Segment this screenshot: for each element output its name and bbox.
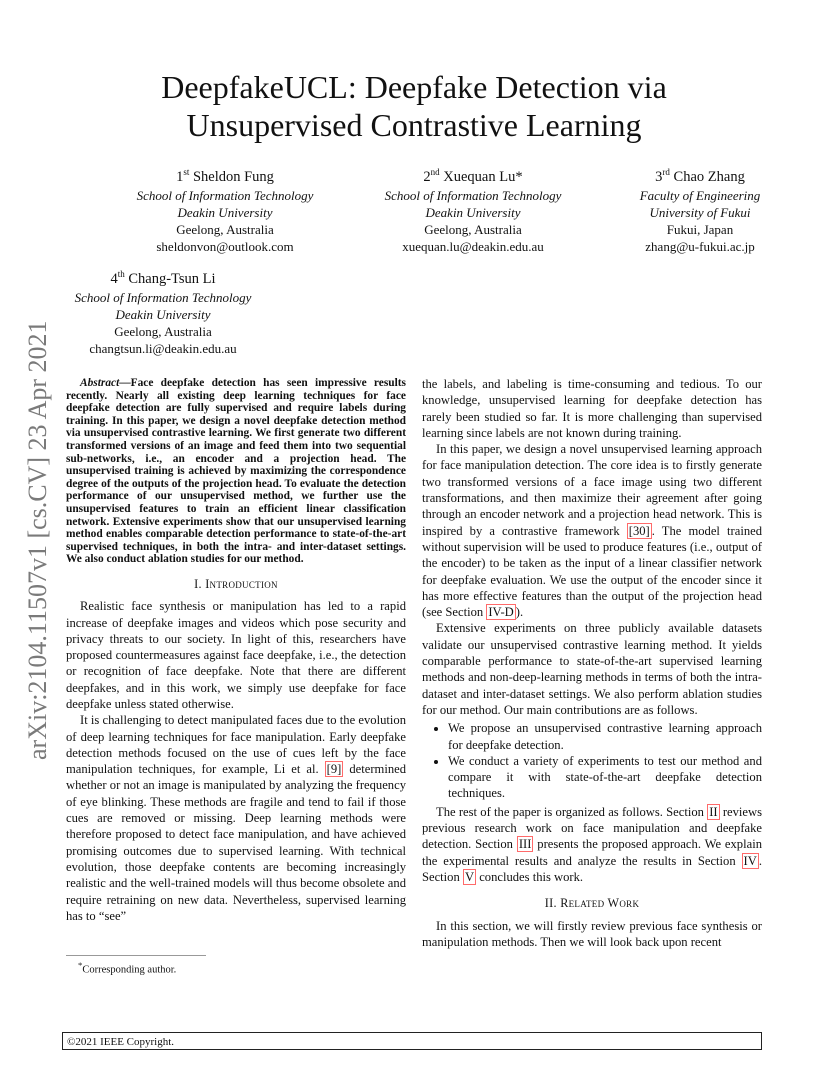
paper-title xyxy=(60,68,768,144)
paragraph-continued: the labels, and labeling is time-consuming and tedious. To our knowledge, unsupervised learning for deepfake detection has rarely been studied so far. It is more challenging than supervised learning since labels are not known during training. xyxy=(422,377,762,440)
section-heading-introduction: I. Introduction xyxy=(194,576,278,591)
abstract-text: —Face deepfake detection has seen impressive results recently. Nearly all existing deep learning techniques for face deepfake detection are fully supervised and require labels during training. In this paper, we design a novel deepfake detection method via unsupervised contrastive learning. We first generate two different transformed versions of an image and feed them into two sequential sub-networks, i.e., an encoder and a projection head. The unsupervised training is achieved by maximizing the correspondence degree of the outputs of the projection head. To evaluate the detection performance of our unsupervised method, we further use the unsupervised features to train an efficient linear classification network. Extensive experiments show that our unsupervised learning method enables comparable detection performance to state-of-the-art supervised techniques, in both the intra- and inter-dataset settings. We also conduct ablation studies for our method. xyxy=(66,377,406,566)
author-name: 1st Sheldon Fung xyxy=(176,167,274,185)
author-email: zhang@u-fukui.ac.jp xyxy=(645,238,755,254)
section-ref-link[interactable]: IV xyxy=(743,853,757,868)
paragraph-approach: In this paper, we design a novel unsupervised learning approach for face manipulation detection. The core idea is to firstly generate two transformed versions of a face image using two different transformations, and then maximize their agreement after going through an encoder network and a projection head network. This is inspired by a contrastive framework [30] . The model trained without supervision will be used to produce features (i.e., output of the encoder) to be taken as the input of a linear classifier network for deepfake evaluation. We use the output of the encoder since it has more effective features than the output of the projection head (see Section IV-D ). xyxy=(422,442,762,620)
author-block xyxy=(600,163,800,255)
section-ref-link[interactable]: II xyxy=(709,804,718,819)
author-location: Geelong, Australia xyxy=(114,323,212,339)
footnote-text: Corresponding author. xyxy=(82,964,177,976)
list-item: • We conduct a variety of experiments to test our method and compare it with state-of-the-art deepfake detection techniques. xyxy=(448,753,762,802)
citation-link[interactable]: [30] xyxy=(628,523,650,538)
author-block xyxy=(110,163,340,255)
author-location: Geelong, Australia xyxy=(424,221,522,237)
contributions-list xyxy=(422,720,762,801)
intro-paragraph-2: It is challenging to detect manipulated faces due to the evolution of deep learning techniques for face manipulation. Early deepfake detection methods focused on the use of cues left by the face manipulation techniques, for example, Li et al. [9] determined whether or not an image is manipulated by analyzing the frequency of eye blinking. These methods are fragile and tend to fail if those cues are removed or missing. Deep learning methods were therefore proposed to detect face manipulation, and have achieved promising outcomes due to supervised learning. With technical evolution, those deepfake contents are becoming increasingly realistic and the well-trained models will thus become obsolete and require retraining on new data. Nevertheless, supervised learning has to “see” xyxy=(66,713,406,923)
right-column xyxy=(422,376,762,950)
section-ref-link[interactable]: V xyxy=(464,869,475,884)
intro-paragraph-1: Realistic face synthesis or manipulation has led to a rapid increase of deepfake images and videos which pose security and privacy threats to our society. In light of this, researchers have proposed countermeasures against face deepfake, i.e., the detection or recognition of face deepfake. Note that there are different deepfakes, and in this work, we simply use deepfake for face deepfake unless stated otherwise. xyxy=(66,599,406,711)
section-ref-link[interactable]: III xyxy=(518,837,532,852)
title-line-1: DeepfakeUCL: Deepfake Detection via xyxy=(161,69,667,105)
author-name: 2nd Xuequan Lu* xyxy=(423,167,523,185)
citation-link[interactable]: [9] xyxy=(326,762,342,777)
author-location: Fukui, Japan xyxy=(666,221,734,237)
copyright-box: ©2021 IEEE Copyright. xyxy=(62,1032,762,1050)
author-institution: Deakin University xyxy=(425,204,521,220)
author-affiliation: School of Information Technology xyxy=(384,187,562,203)
arxiv-identifier: arXiv:2104.11507v1 [cs.CV] 23 Apr 2021 xyxy=(23,320,52,760)
author-affiliation: School of Information Technology xyxy=(74,289,252,305)
list-item: • We propose an unsupervised contrastive learning approach for deepfake detection. xyxy=(448,720,762,753)
footnote xyxy=(78,960,176,976)
author-affiliation: School of Information Technology xyxy=(136,187,314,203)
left-column xyxy=(66,377,406,924)
paragraph-experiments: Extensive experiments on three publicly available datasets validate our unsupervised contrastive learning method. It yields comparable performance to state-of-the-art supervised learning methods and non-deep-learning methods in terms of both the intra-dataset and inter-dataset settings. We also perform ablation studies for our method. Our main contributions are as follows. xyxy=(422,621,762,717)
author-institution: Deakin University xyxy=(177,204,273,220)
author-email: xuequan.lu@deakin.edu.au xyxy=(402,238,544,254)
related-work-paragraph: In this section, we will firstly review previous face synthesis or manipulation methods. Then we will look back upon recent xyxy=(422,918,762,949)
author-email: sheldonvon@outlook.com xyxy=(156,238,294,254)
abstract xyxy=(66,377,406,566)
author-block xyxy=(358,163,588,255)
author-location: Geelong, Australia xyxy=(176,221,274,237)
author-email: changtsun.li@deakin.edu.au xyxy=(89,340,237,356)
author-affiliation: Faculty of Engineering xyxy=(639,187,761,203)
author-institution: Deakin University xyxy=(115,306,211,322)
title-line-2: Unsupervised Contrastive Learning xyxy=(186,107,642,143)
author-institution: University of Fukui xyxy=(649,204,751,220)
section-ref-link[interactable]: IV-D xyxy=(488,605,514,620)
footnote-divider xyxy=(66,955,206,956)
abstract-label: Abstract xyxy=(80,377,120,389)
paragraph-organization: The rest of the paper is organized as follows. Section II reviews previous research work on face manipulation and deepfake detection. Section III presents the proposed approach. We explain the experimental results and analyze the results in Section IV . Section V concludes this work. xyxy=(422,804,762,884)
section-heading-related-work: II. Related Work xyxy=(544,896,640,911)
author-name: 4th Chang-Tsun Li xyxy=(110,269,216,287)
footnote-mark: * xyxy=(78,960,83,970)
author-block xyxy=(48,265,278,357)
author-name: 3rd Chao Zhang xyxy=(655,167,745,185)
